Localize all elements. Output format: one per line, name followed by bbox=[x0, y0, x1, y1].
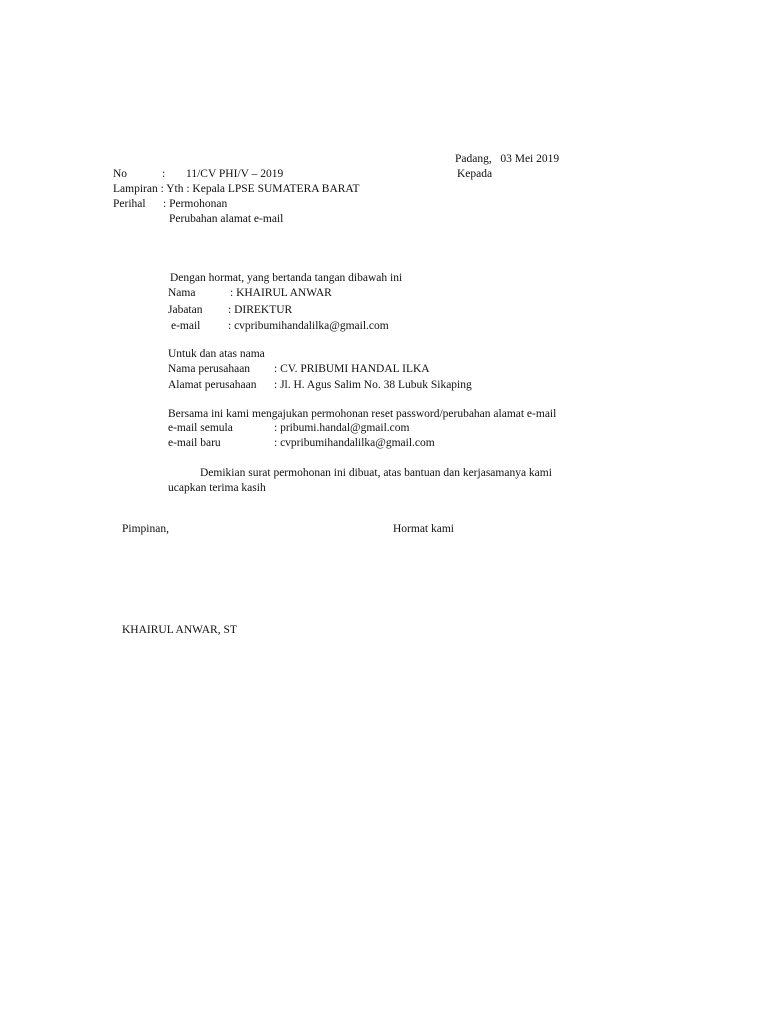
signer-jabatan-value: : DIREKTUR bbox=[228, 304, 293, 316]
email-new-label: e-mail baru bbox=[168, 437, 221, 449]
signer-nama-value: : KHAIRUL ANWAR bbox=[230, 287, 332, 299]
signer-nama-label: Nama bbox=[168, 287, 196, 299]
perihal-value: : Permohonan bbox=[163, 198, 228, 210]
no-label: No bbox=[113, 168, 128, 180]
email-old-label: e-mail semula bbox=[168, 422, 233, 434]
signer-email-label: e-mail bbox=[171, 320, 201, 332]
perihal-label: Perihal bbox=[113, 198, 146, 210]
signatory-name: KHAIRUL ANWAR, ST bbox=[122, 624, 237, 636]
closing-line-2: ucapkan terima kasih bbox=[168, 482, 266, 494]
hormat-kami-label: Hormat kami bbox=[393, 523, 454, 535]
lampiran-line: Lampiran : Yth : Kepala LPSE SUMATERA BARAT bbox=[113, 183, 360, 195]
place-date: Padang, 03 Mei 2019 bbox=[455, 153, 560, 165]
perihal-value-2: Perubahan alamat e-mail bbox=[169, 213, 284, 225]
company-nama-label: Nama perusahaan bbox=[168, 363, 251, 375]
greeting: Dengan hormat, yang bertanda tangan dibawah ini bbox=[170, 272, 403, 284]
email-new-value: : cvpribumihandalilka@gmail.com bbox=[274, 437, 435, 449]
no-value: 11/CV PHI/V – 2019 bbox=[186, 168, 284, 180]
company-alamat-value: : Jl. H. Agus Salim No. 38 Lubuk Sikaping bbox=[274, 379, 472, 391]
signer-email-value: : cvpribumihandalilka@gmail.com bbox=[228, 320, 389, 332]
on-behalf: Untuk dan atas nama bbox=[168, 348, 265, 360]
request-line: Bersama ini kami mengajukan permohonan reset password/perubahan alamat e-mail bbox=[168, 408, 557, 420]
company-nama-value: : CV. PRIBUMI HANDAL ILKA bbox=[274, 363, 430, 375]
recipient-kepada: Kepada bbox=[457, 168, 493, 180]
signer-jabatan-label: Jabatan bbox=[168, 304, 203, 316]
email-old-value: : pribumi.handal@gmail.com bbox=[274, 422, 410, 434]
closing-line-1: Demikian surat permohonan ini dibuat, atas bantuan dan kerjasamanya kami bbox=[200, 467, 552, 479]
company-alamat-label: Alamat perusahaan bbox=[168, 379, 257, 391]
pimpinan-label: Pimpinan, bbox=[122, 523, 169, 535]
no-colon: : bbox=[162, 168, 166, 180]
